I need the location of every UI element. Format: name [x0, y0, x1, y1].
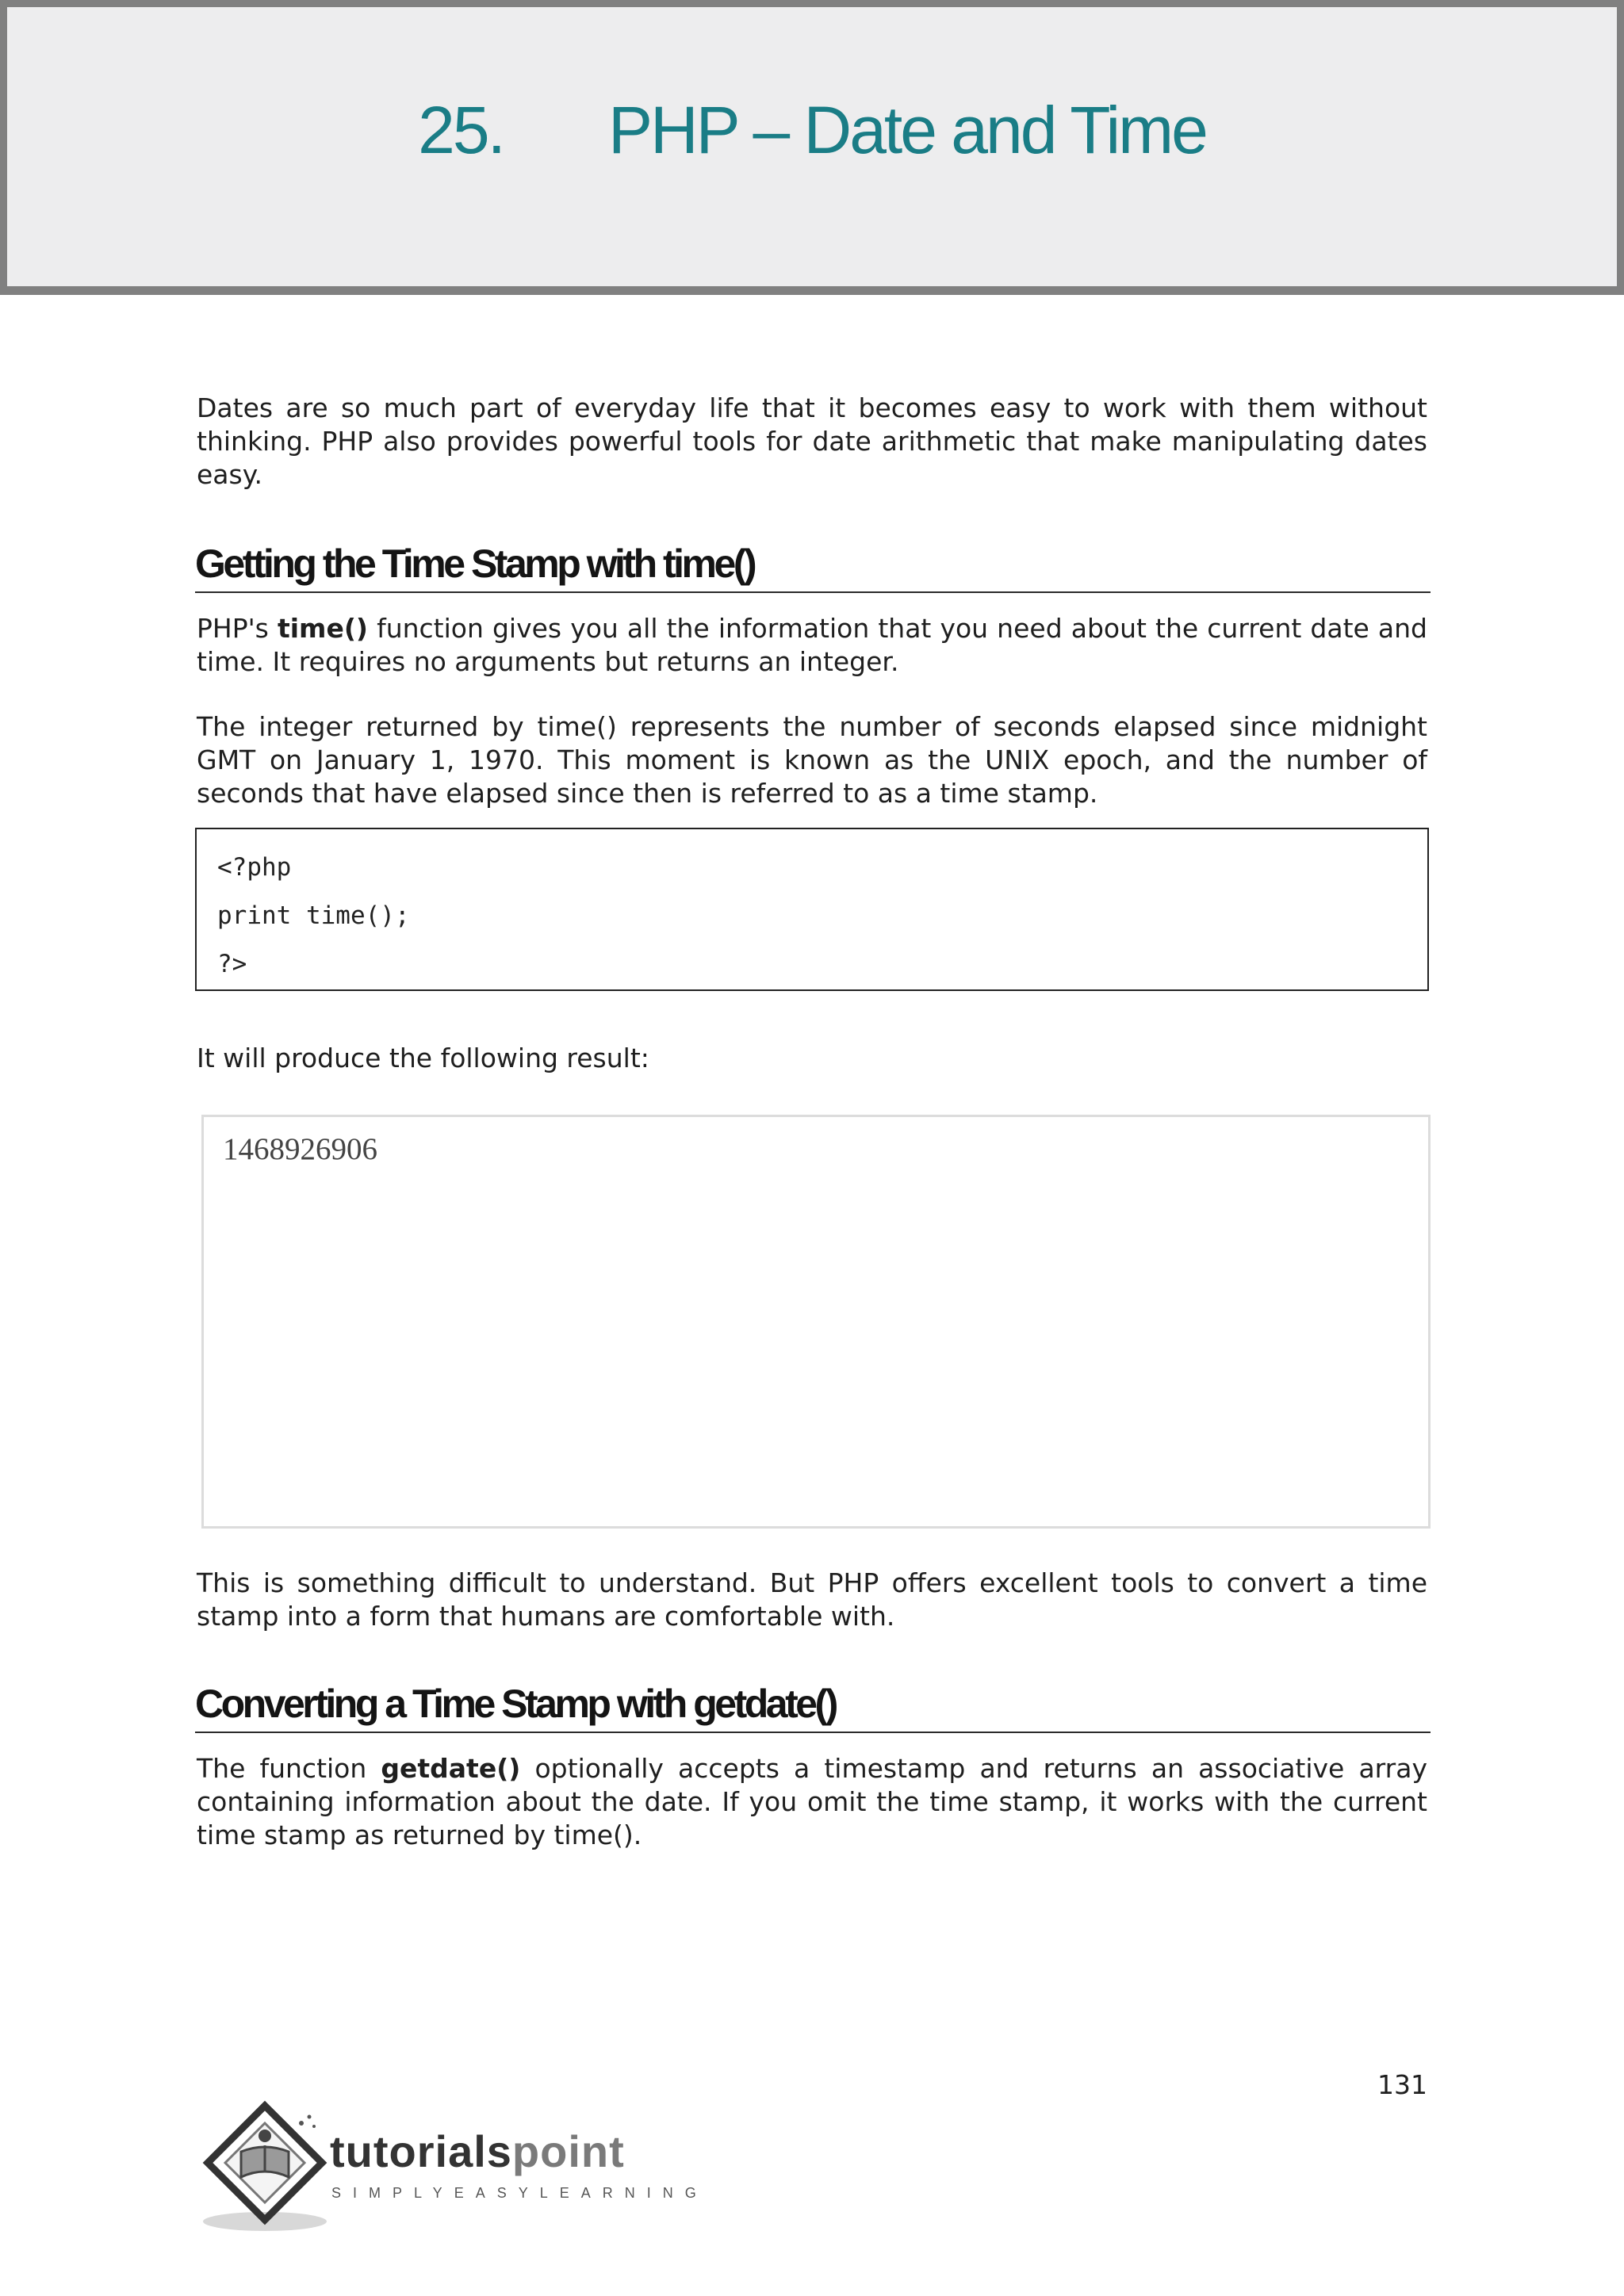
logo-diamond-icon — [195, 2099, 338, 2242]
getdate-function-name: getdate() — [381, 1753, 521, 1784]
epoch-paragraph: The integer returned by time() represents the number of seconds elapsed since midnight GMT on January 1, 1970. This moment is known as the UNIX epoch, and the number of seconds that have elapsed since then is referred to as a time stamp. — [197, 711, 1427, 809]
chapter-title — [0, 82, 1624, 178]
time-para-text-a: PHP's — [197, 613, 278, 644]
getdate-paragraph — [197, 1752, 1427, 1852]
logo-tagline: SIMPLYEASYLEARNING — [331, 2185, 708, 2201]
logo-word-tutorials: tutorials — [330, 2126, 512, 2176]
chapter-title-text: PHP – Date and Time — [607, 93, 1206, 167]
chapter-number: 25. — [418, 93, 504, 167]
code-block — [195, 828, 1429, 991]
getdate-para-text-b: optionally accepts a timestamp and returns an associative array containing information about the date. If you omit the time stamp, it works with the current time stamp as returned by time(). — [197, 1753, 1427, 1850]
logo-word-point: point — [511, 2126, 625, 2176]
time-function-paragraph — [197, 612, 1427, 679]
getdate-para-text-a: The function — [197, 1753, 381, 1784]
intro-paragraph: Dates are so much part of everyday life that it becomes easy to work with them without thinking. PHP also provides powerful tools for date arithmetic that make manipulating dates easy. — [197, 392, 1427, 490]
time-function-name: time() — [277, 613, 368, 644]
output-value: 1468926906 — [223, 1132, 377, 1166]
section-heading-time: Getting the Time Stamp with time() — [195, 539, 1431, 593]
page-number: 131 — [1377, 2069, 1427, 2100]
section-heading-getdate: Converting a Time Stamp with getdate() — [195, 1679, 1431, 1733]
time-para-text-b: function gives you all the information that you need about the current date and time. It requires no arguments but returns an integer. — [197, 613, 1427, 677]
result-intro: It will produce the following result: — [197, 1043, 649, 1073]
after-result-paragraph: This is something difficult to understand. But PHP offers excellent tools to convert a time stamp into a form that humans are comfortable with. — [197, 1567, 1427, 1632]
code-line: print time(); — [217, 901, 410, 930]
code-line: <?php — [217, 853, 292, 882]
output-box — [201, 1115, 1431, 1529]
tutorialspoint-logo — [195, 2099, 708, 2242]
code-line: ?> — [217, 950, 247, 978]
logo-wordmark — [330, 2128, 625, 2175]
